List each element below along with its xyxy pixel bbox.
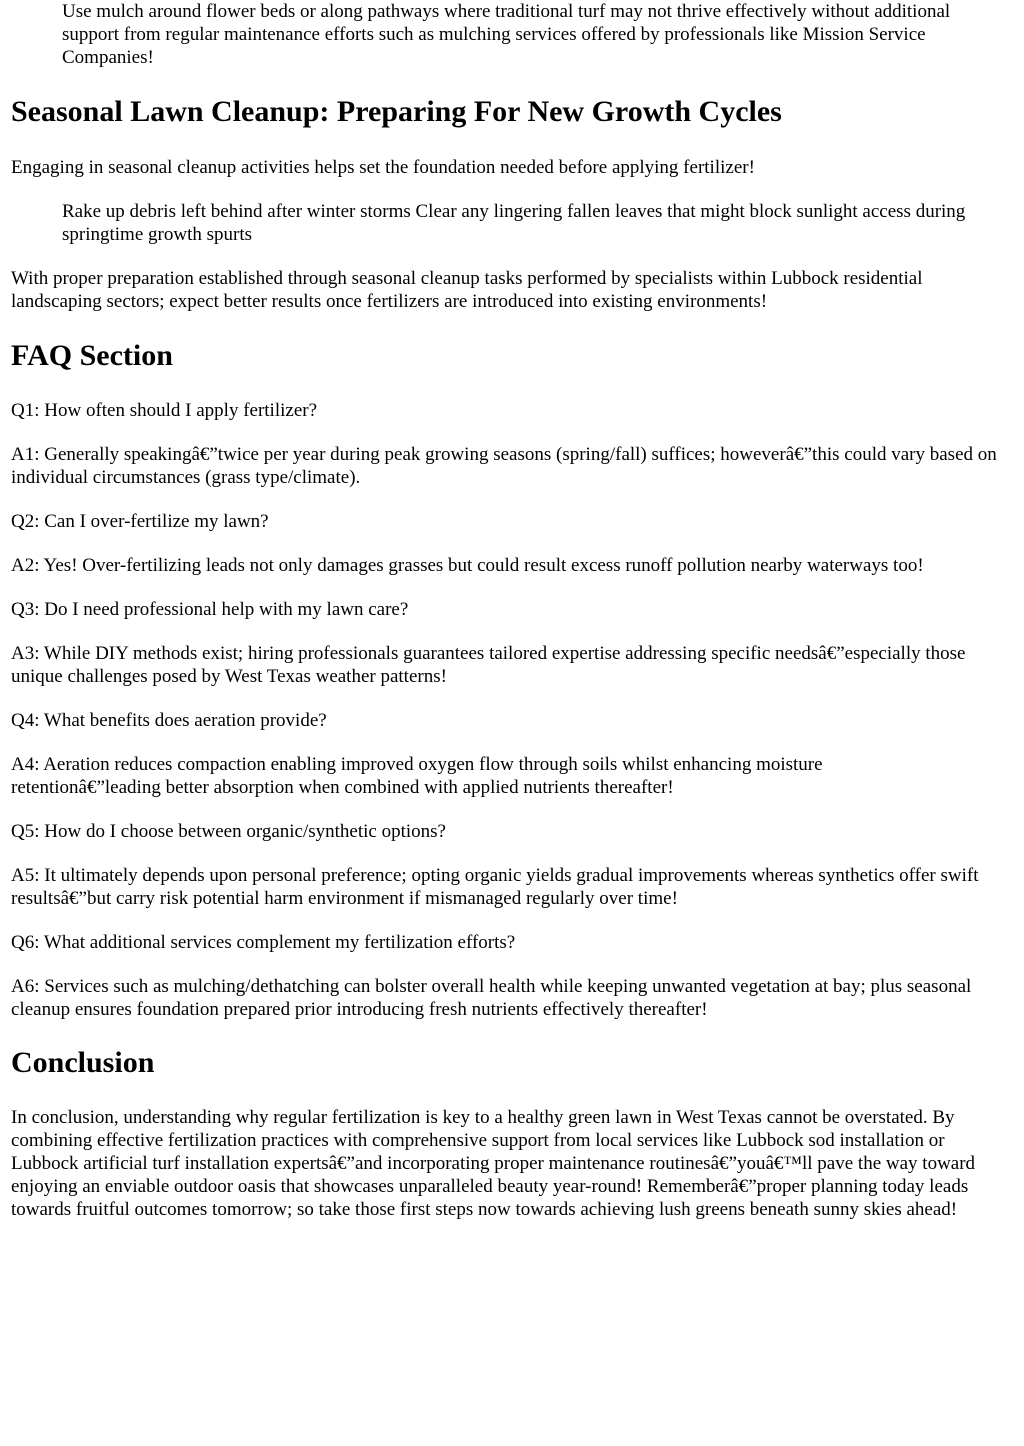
faq-question-6: Q6: What additional services complement my fertilization efforts? — [11, 932, 516, 953]
list-item-mulch: Use mulch around flower beds or along pathways where traditional turf may not thrive effectively without additional support from regular maintenance efforts such as mulching services offered by professionals like Mission Service Companies! — [62, 1, 951, 68]
faq-answer-2: A2: Yes! Over-fertilizing leads not only damages grasses but could result excess runoff pollution nearby waterways too! — [11, 555, 924, 576]
faq-answer-5: A5: It ultimately depends upon personal preference; opting organic yields gradual improvements whereas synthetics offer swift resultsâ€”but carry risk potential harm environment if mismanaged regularly over time! — [11, 865, 979, 909]
faq-question-5: Q5: How do I choose between organic/synthetic options? — [11, 821, 446, 842]
faq-answer-6: A6: Services such as mulching/dethatching can bolster overall health while keeping unwanted vegetation at bay; plus seasonal cleanup ensures foundation prepared prior introducing fresh nutrients effectively thereafter! — [11, 976, 972, 1020]
faq-question-4: Q4: What benefits does aeration provide? — [11, 710, 327, 731]
section-heading-faq: FAQ Section — [11, 339, 173, 372]
faq-question-1: Q1: How often should I apply fertilizer? — [11, 400, 318, 421]
faq-question-3: Q3: Do I need professional help with my lawn care? — [11, 599, 409, 620]
list-item-rake: Rake up debris left behind after winter storms Clear any lingering fallen leaves that might block sunlight access during springtime growth spurts — [62, 201, 966, 245]
faq-answer-1: A1: Generally speakingâ€”twice per year during peak growing seasons (spring/fall) suffices; howeverâ€”this could vary based on individual circumstances (grass type/climate). — [11, 444, 997, 488]
conclusion-body: In conclusion, understanding why regular fertilization is key to a healthy green lawn in West Texas cannot be overstated. By combining effective fertilization practices with comprehensive support from local services like Lubbock sod installation or Lubbock artificial turf installation expertsâ€”and incorporating proper maintenance routinesâ€”youâ€™ll pave the way toward enjoying an enviable outdoor oasis that showcases unparalleled beauty year-round! Rememberâ€”proper planning today leads towards fruitful outcomes tomorrow; so take those first steps now towards achieving lush greens beneath sunny skies ahead! — [11, 1107, 976, 1220]
section-heading-conclusion: Conclusion — [11, 1046, 155, 1079]
seasonal-outro: With proper preparation established through seasonal cleanup tasks performed by specialists within Lubbock residential landscaping sectors; expect better results once fertilizers are introduced into existing environments! — [11, 268, 923, 312]
section-heading-seasonal: Seasonal Lawn Cleanup: Preparing For New Growth Cycles — [11, 95, 782, 128]
seasonal-intro: Engaging in seasonal cleanup activities helps set the foundation needed before applying fertilizer! — [11, 157, 755, 178]
faq-answer-4: A4: Aeration reduces compaction enabling improved oxygen flow through soils whilst enhancing moisture retentionâ€”leading better absorption when combined with applied nutrients thereafter! — [11, 754, 823, 798]
faq-question-2: Q2: Can I over-fertilize my lawn? — [11, 511, 269, 532]
faq-answer-3: A3: While DIY methods exist; hiring professionals guarantees tailored expertise addressing specific needsâ€”especially those unique challenges posed by West Texas weather patterns! — [11, 643, 966, 687]
